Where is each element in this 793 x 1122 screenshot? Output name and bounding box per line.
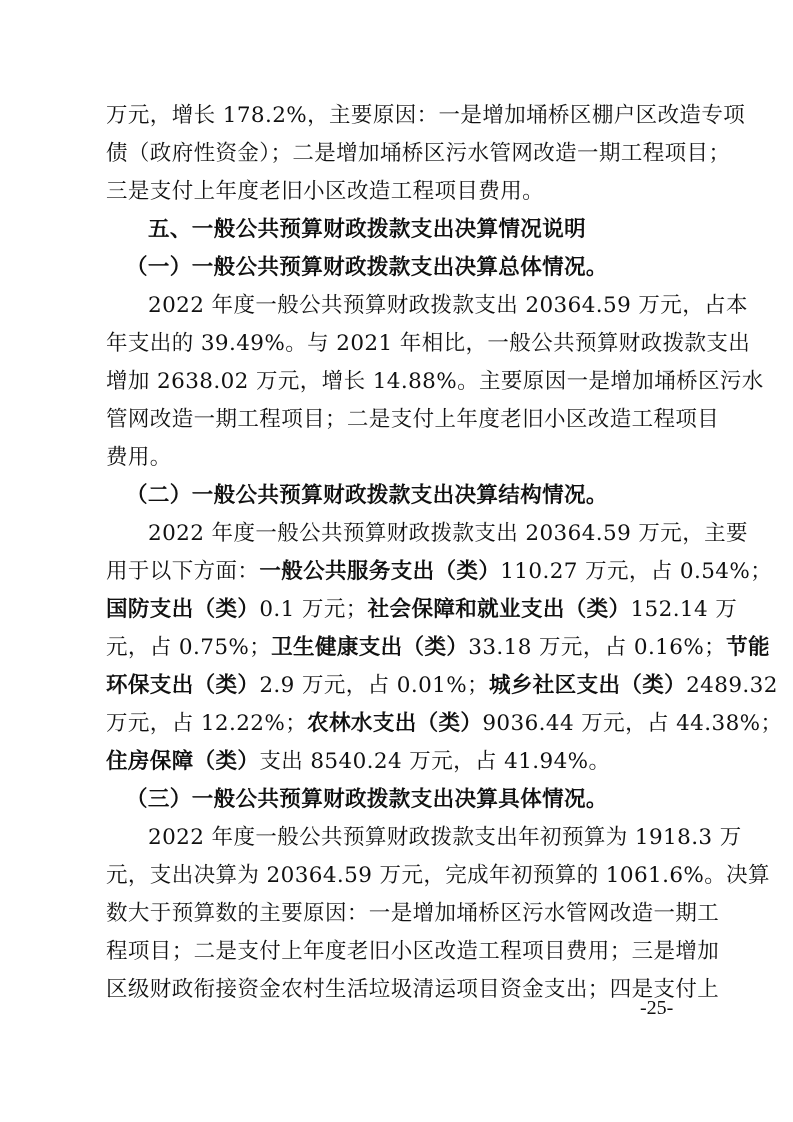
- paragraph-line: [106, 708, 783, 740]
- text-segment: 年支出的 39.49%。与 2021 年相比，一般公共预算财政拨款支出: [106, 331, 751, 356]
- paragraph-line: [106, 404, 720, 436]
- paragraph-line: [106, 442, 702, 474]
- text-segment: 增加 2638.02 万元，增长 14.88%。主要原因一是增加埇桥区污水: [106, 369, 764, 394]
- heading-text: （一）一般公共预算财政拨款支出决算总体情况。: [126, 255, 608, 280]
- text-segment: 用于以下方面：: [106, 559, 260, 584]
- text-segment: 管网改造一期工程项目；二是支付上年度老旧小区改造工程项目: [106, 407, 720, 432]
- text-segment: 9036.44 万元，占 44.38%；: [482, 711, 783, 736]
- text-segment: 万元，占 12.22%；: [106, 711, 308, 736]
- text-segment: 0.1 万元；: [259, 597, 368, 622]
- text-segment: 2022 年度一般公共预算财政拨款支出 20364.59 万元，占本: [148, 293, 748, 318]
- text-segment: 债（政府性资金）；二是增加埇桥区污水管网改造一期工程项目；: [106, 141, 731, 166]
- paragraph-line: [106, 366, 764, 398]
- category-label: 卫生健康支出（类）: [271, 635, 469, 660]
- page-number: -25-: [640, 997, 674, 1019]
- paragraph-line: [106, 936, 720, 968]
- text-segment: 支出 8540.24 万元，占 41.94%。: [259, 749, 611, 774]
- paragraph-line: [106, 746, 702, 778]
- heading-text: 五、一般公共预算财政拨款支出决算情况说明: [148, 217, 587, 242]
- paragraph-line: [148, 518, 748, 550]
- paragraph-line: [148, 290, 748, 322]
- subsection-heading: [126, 784, 702, 816]
- category-label: 城乡社区支出（类）: [488, 673, 687, 698]
- paragraph-line: [106, 860, 770, 892]
- text-segment: 2489.32: [686, 673, 778, 698]
- category-label: 节能: [726, 635, 770, 660]
- text-segment: 费用。: [106, 445, 172, 470]
- text-segment: 33.18 万元，占 0.16%；: [468, 635, 727, 660]
- paragraph-line: [106, 670, 778, 702]
- text-segment: 152.14 万: [630, 597, 738, 622]
- paragraph-line: [106, 176, 702, 208]
- text-segment: 区级财政衔接资金农村生活垃圾清运项目资金支出；四是支付上: [106, 977, 720, 1002]
- paragraph-line: [106, 898, 720, 930]
- subsection-heading: [126, 252, 702, 284]
- heading-text: （三）一般公共预算财政拨款支出决算具体情况。: [126, 787, 608, 812]
- paragraph-line: [106, 632, 770, 664]
- text-segment: 程项目；二是支付上年度老旧小区改造工程项目费用；三是增加: [106, 939, 720, 964]
- category-label: 国防支出（类）: [106, 597, 260, 622]
- text-segment: 元，支出决算为 20364.59 万元，完成年初预算的 1061.6%。决算: [106, 863, 770, 888]
- category-label: 环保支出（类）: [106, 673, 260, 698]
- text-segment: 110.27 万元，占 0.54%；: [500, 559, 773, 584]
- paragraph-line: [106, 328, 751, 360]
- text-segment: 元，占 0.75%；: [106, 635, 272, 660]
- text-segment: 2022 年度一般公共预算财政拨款支出 20364.59 万元，主要: [148, 521, 748, 546]
- text-segment: 2.9 万元，占 0.01%；: [259, 673, 489, 698]
- paragraph-line: [106, 594, 738, 626]
- paragraph-line: [106, 974, 720, 1006]
- category-label: 社会保障和就业支出（类）: [367, 597, 631, 622]
- text-segment: 数大于预算数的主要原因：一是增加埇桥区污水管网改造一期工: [106, 901, 720, 926]
- paragraph-line: [106, 100, 746, 132]
- paragraph-line: [106, 556, 773, 588]
- paragraph-line: [106, 138, 731, 170]
- subsection-heading: [126, 480, 702, 512]
- category-label: 住房保障（类）: [106, 749, 260, 774]
- text-segment: 万元，增长 178.2%，主要原因：一是增加埇桥区棚户区改造专项: [106, 103, 746, 128]
- text-segment: 2022 年度一般公共预算财政拨款支出年初预算为 1918.3 万: [148, 825, 742, 850]
- category-label: 农林水支出（类）: [307, 711, 483, 736]
- heading-text: （二）一般公共预算财政拨款支出决算结构情况。: [126, 483, 608, 508]
- text-segment: 三是支付上年度老旧小区改造工程项目费用。: [106, 179, 545, 204]
- paragraph-line: [148, 822, 742, 854]
- section-heading: [148, 214, 702, 246]
- category-label: 一般公共服务支出（类）: [259, 559, 501, 584]
